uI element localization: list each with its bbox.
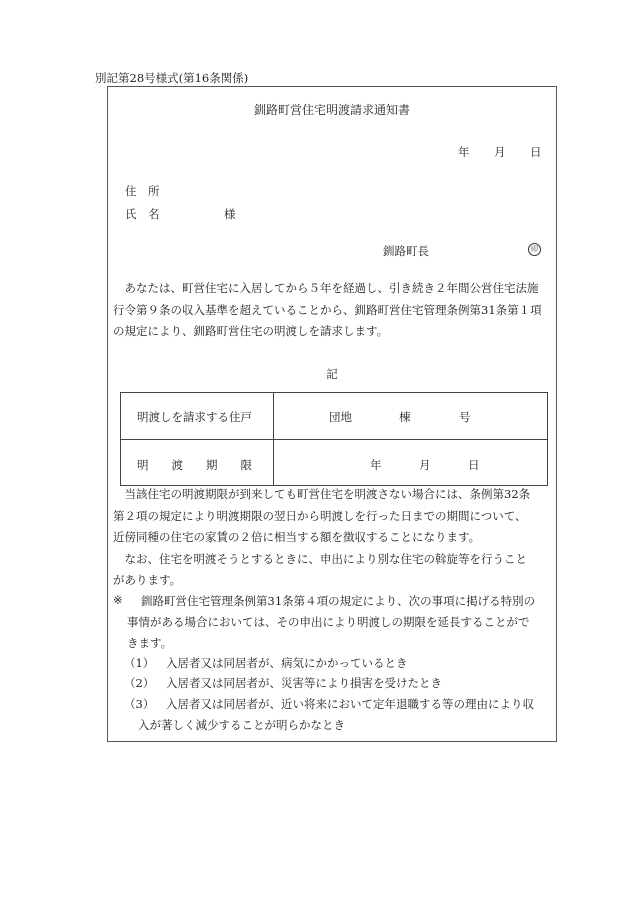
body-line: 当該住宅の明渡期限が到来しても町営住宅を明渡さない場合には、条例第32条 <box>113 487 531 501</box>
date-month: 月 <box>494 145 506 159</box>
dwelling-label: 明渡しを請求する住戸 <box>137 410 252 424</box>
note-item-num: （2） <box>124 676 155 690</box>
issuer-title: 釧路町長 <box>383 244 429 258</box>
deadline-year: 年 <box>370 458 382 472</box>
note-item-continuation: 入が著しく減少することが明らかなとき <box>138 718 345 732</box>
note-mark: ※ <box>113 593 123 607</box>
request-paragraph <box>113 278 553 343</box>
seal-icon: 印 <box>528 243 541 256</box>
note-line: 釧路町営住宅管理条例第31条第４項の規定により、次の事項に掲げる特別の <box>141 594 536 608</box>
danchi-value: 団地 <box>329 410 352 424</box>
document-title: 釧路町営住宅明渡請求通知書 <box>253 103 410 117</box>
record-table <box>120 392 548 486</box>
document-frame <box>107 86 557 742</box>
note-item-text: 入居者又は同居者が、病気にかかっているとき <box>166 656 408 670</box>
body-line: があります。 <box>113 573 182 587</box>
note-item-text: 入居者又は同居者が、近い将来において定年退職する等の理由により収 <box>166 697 534 711</box>
date-day: 日 <box>530 145 542 159</box>
body-line: 行令第９条の収入基準を超えていることから、釧路町営住宅管理条例第31条第１項 <box>113 302 542 317</box>
gou-value: 号 <box>459 410 471 424</box>
ki-heading: 記 <box>326 367 338 381</box>
body-line: あなたは、町営住宅に入居してから５年を経過し、引き続き２年間公営住宅法施 <box>113 281 539 295</box>
address-label: 住 所 <box>125 184 160 198</box>
body-line: の規定により、釧路町営住宅の明渡しを請求します。 <box>113 324 389 338</box>
deadline-day: 日 <box>468 458 480 472</box>
note-item-num: （3） <box>124 697 155 711</box>
deadline-month: 月 <box>419 458 431 472</box>
note-item-num: （1） <box>124 656 155 670</box>
tou-value: 棟 <box>399 410 411 424</box>
name-label: 氏 名 <box>125 207 160 221</box>
date-year: 年 <box>458 145 470 159</box>
table-divider-horizontal <box>121 439 547 440</box>
body-line: なお、住宅を明渡そうとするときに、申出により別な住宅の斡旋等を行うこと <box>113 551 527 566</box>
table-divider-vertical <box>273 393 274 485</box>
honorific: 様 <box>224 207 236 221</box>
note-item-text: 入居者又は同居者が、災害等により損害を受けたとき <box>166 676 442 690</box>
form-number: 別記第28号様式(第16条関係) <box>95 71 249 85</box>
note-line: きます。 <box>127 636 173 650</box>
consequence-paragraph <box>113 484 553 592</box>
body-line: 第２項の規定により明渡期限の翌日から明渡しを行った日までの期間について、 <box>113 508 527 523</box>
deadline-label: 明 渡 期 限 <box>137 458 252 472</box>
note-line: 事情がある場合においては、その申出により明渡しの期限を延長することがで <box>127 615 530 629</box>
body-line: 近傍同種の住宅の家賃の２倍に相当する額を徴収することになります。 <box>113 530 481 544</box>
